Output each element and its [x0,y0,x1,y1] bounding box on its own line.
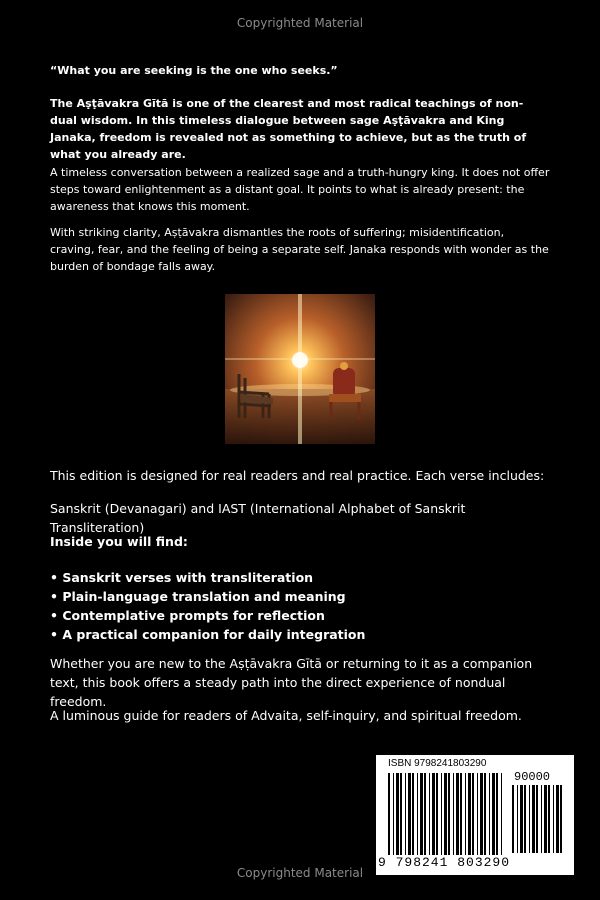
addon-code: 90000 [514,770,551,784]
barcode-bar [536,785,538,853]
isbn-digits: 9 798241 803290 [378,855,511,870]
barcode-bar [460,773,462,855]
whether-paragraph: Whether you are new to the Aṣṭāvakra Gītā or returning to it as a companion text, this book offers a steady path into the direct experience of nondual freedom. [50,656,533,709]
feature-list [50,568,550,644]
feature-item: • A practical companion for daily integration [50,627,366,642]
barcode-bar [468,773,471,855]
barcode-bar [412,773,414,855]
barcode-bar [388,773,390,855]
isbn-label: ISBN 9798241803290 [388,758,487,769]
inside-heading: Inside you will find: [50,534,188,549]
barcode-bar [429,773,430,855]
barcode-bar [400,773,402,855]
barcode-bar [544,785,547,853]
barcode-bar [524,785,526,853]
barcode-bar [424,773,426,855]
barcode-bar [496,773,498,855]
barcode-bar [417,773,418,855]
barcode-bar [556,785,559,853]
cover-quote: “What you are seeking is the one who seeks.” [50,64,338,77]
guide-tagline: A luminous guide for readers of Advaita, self-inquiry, and spiritual freedom. [50,708,522,723]
description-paragraph-1: A timeless conversation between a realized sage and a truth-hungry king. It does not offer steps toward enlightenment as a distant goal. It points to what is already present: the awareness that knows this moment. [50,166,550,213]
barcode-bar [484,773,486,855]
barcode-bar [396,773,399,855]
barcode-bar [512,785,514,853]
barcode-bar [477,773,478,855]
barcode-bar [444,773,447,855]
barcode-bar [529,785,530,853]
feature-item: • Sanskrit verses with transliteration [50,570,314,585]
barcode-bar [492,773,495,855]
barcode-bar [489,773,490,855]
barcode-bar [456,773,459,855]
barcode-bar [517,785,518,853]
description-paragraph-2: With striking clarity, Aṣṭāvakra dismantles the roots of suffering; misidentification, craving, fear, and the feeling of being a separate self. Janaka responds with wonder as the burden of bondage falls away. [50,226,549,273]
barcode-bar [541,785,542,853]
barcode-bar [420,773,423,855]
sanskrit-note: Sanskrit (Devanagari) and IAST (International Alphabet of Sanskrit Transliteration) [50,501,466,535]
barcode-bar [501,773,502,855]
barcode-bar [520,785,523,853]
feature-item: • Contemplative prompts for reflection [50,608,325,623]
addon-bars [512,785,564,853]
barcode-bar [560,785,562,853]
barcode-bar [408,773,411,855]
barcode-bar [441,773,442,855]
feature-item: • Plain-language translation and meaning [50,589,346,604]
barcode-bar [453,773,454,855]
barcode-bar [465,773,466,855]
barcode-bar [448,773,450,855]
watermark-bottom: Copyrighted Material [236,866,364,880]
barcode-bar [532,785,535,853]
barcode-bar [432,773,435,855]
edition-text: This edition is designed for real readers and real practice. Each verse includes: [50,468,545,483]
barcode-bar [436,773,438,855]
barcode-bar [405,773,406,855]
barcode-bar [472,773,474,855]
barcode-bar [480,773,483,855]
cover-illustration [225,294,375,444]
barcode-bar [548,785,550,853]
intro-paragraph: The Aṣṭāvakra Gītā is one of the clearest and most radical teachings of non-dual wisdom. In this timeless dialogue between sage Aṣṭāvakra and King Janaka, freedom is revealed not as something to achieve, but as the truth of what you already are. [50,97,527,161]
watermark-top: Copyrighted Material [236,16,364,30]
isbn-barcode [376,755,574,875]
barcode-bar [393,773,394,855]
barcode-bar [553,785,554,853]
barcode-bars [388,773,506,855]
